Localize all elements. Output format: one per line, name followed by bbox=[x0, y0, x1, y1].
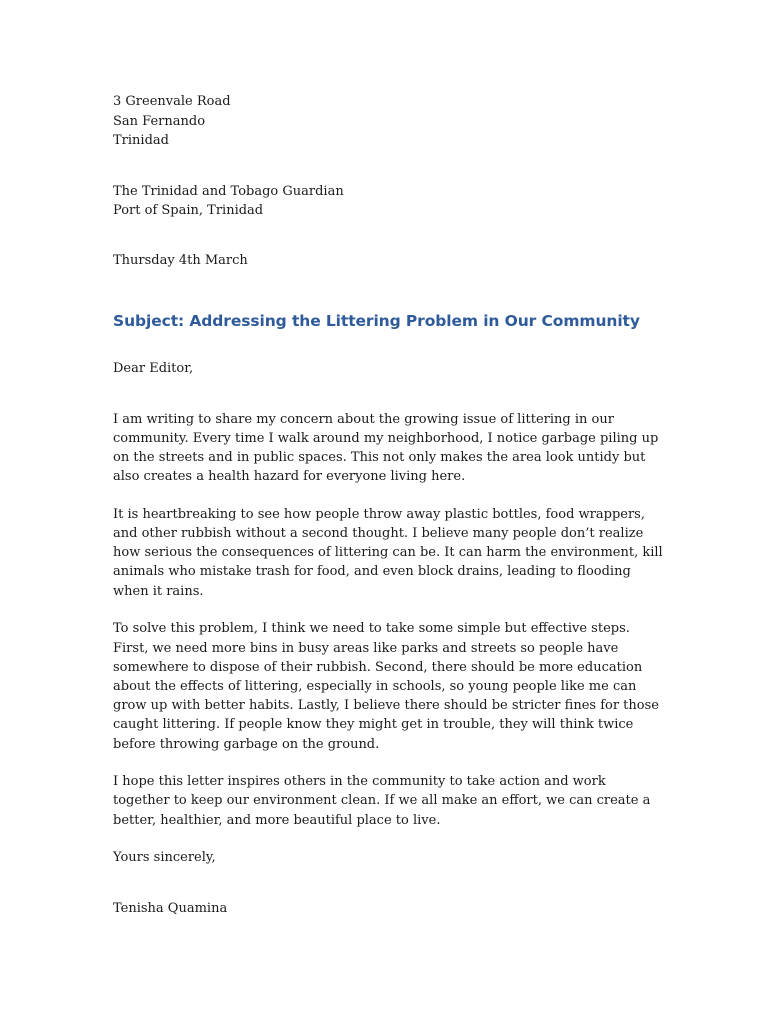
closing-text: Yours sincerely, bbox=[113, 850, 216, 866]
salutation bbox=[113, 359, 663, 379]
sender-address-line: San Fernando bbox=[113, 113, 206, 129]
subject-heading: Subject: Addressing the Littering Problem in Our Community bbox=[113, 312, 640, 330]
sender-address-line: 3 Greenvale Road bbox=[113, 94, 231, 109]
date-text: Thursday 4th March bbox=[113, 252, 248, 268]
recipient-address-line: The Trinidad and Tobago Guardian bbox=[113, 183, 344, 199]
body-paragraph: To solve this problem, I think we need to take some simple but effective steps. First, we need more bins in busy areas like parks and streets so people have somewhere to dispose of their rubbish. Second, there should be more education about the effects of littering, especially in schools, so young people like me can grow up with better habits. Lastly, I believe there should be stricter fines for those caught littering. If people know they might get in trouble, they will think twice before throwing garbage on the ground. bbox=[113, 621, 659, 752]
recipient-address bbox=[113, 182, 663, 221]
signature-name: Tenisha Quamina bbox=[113, 900, 228, 916]
signature bbox=[113, 899, 663, 919]
closing bbox=[113, 848, 663, 868]
sender-address-line: Trinidad bbox=[113, 133, 169, 148]
letter-date bbox=[113, 251, 663, 271]
body-paragraph: I hope this letter inspires others in the community to take action and work together to keep our environment clean. If we all make an effort, we can create a better, healthier, and more beautiful place to live. bbox=[113, 774, 651, 828]
salutation-text: Dear Editor, bbox=[113, 361, 194, 376]
recipient-address-line: Port of Spain, Trinidad bbox=[113, 203, 264, 218]
sender-address bbox=[113, 92, 663, 151]
body-paragraph: I am writing to share my concern about the growing issue of littering in our community. Every time I walk around my neighborhood, I notice garbage piling up on the streets and in public spaces. This not only makes the area look untidy but also creates a health hazard for everyone living here. bbox=[113, 411, 659, 485]
letter-body bbox=[113, 410, 663, 830]
letter bbox=[113, 92, 663, 918]
body-paragraph: It is heartbreaking to see how people throw away plastic bottles, food wrappers, and other rubbish without a second thought. I believe many people don’t realize how serious the consequences of littering can be. It can harm the environment, kill animals who mistake trash for food, and even block drains, leading to flooding when it rains. bbox=[113, 506, 663, 599]
